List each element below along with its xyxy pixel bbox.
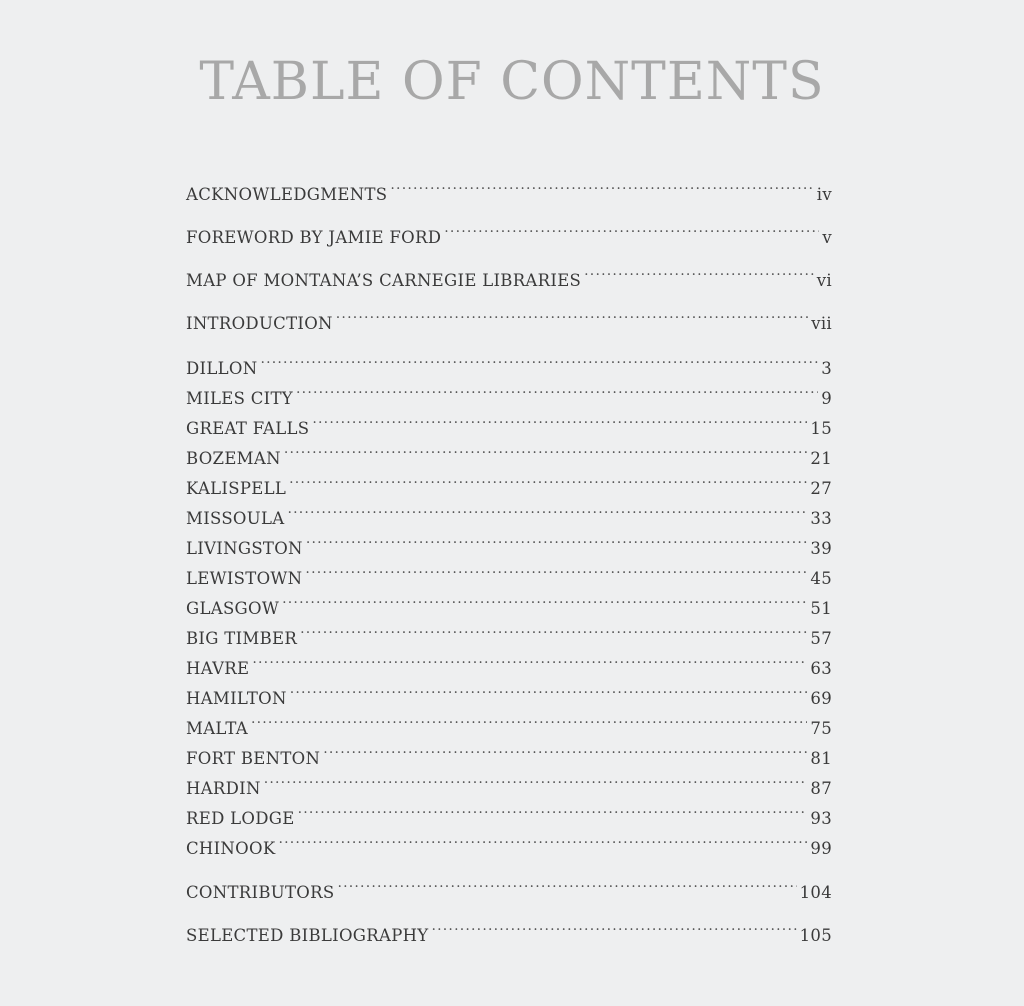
- toc-entry[interactable]: [186, 824, 832, 858]
- leader-dots: [289, 464, 807, 494]
- toc-entry-page: 87: [810, 779, 832, 798]
- leader-dots: [287, 494, 807, 524]
- toc-entry-page: 33: [810, 509, 832, 528]
- toc-entry-page: 45: [810, 569, 832, 588]
- toc-entry-label: SELECTED BIBLIOGRAPHY: [186, 926, 429, 945]
- toc-entry-label: CHINOOK: [186, 839, 276, 858]
- leader-dots: [337, 868, 796, 898]
- leader-dots: [390, 170, 813, 200]
- toc-entry[interactable]: [186, 170, 832, 213]
- leader-dots: [278, 824, 807, 854]
- toc-entry[interactable]: [186, 464, 832, 498]
- back-matter-section: [186, 868, 832, 954]
- toc-entry-page: 57: [810, 629, 832, 648]
- toc-entry-label: BIG TIMBER: [186, 629, 298, 648]
- leader-dots: [296, 374, 818, 404]
- toc-entry-page: 3: [821, 359, 832, 378]
- toc-entry-page: vii: [811, 314, 832, 333]
- toc-entry-page: 39: [810, 539, 832, 558]
- toc-entry-page: 99: [810, 839, 832, 858]
- toc-entry-label: MISSOULA: [186, 509, 285, 528]
- toc-entry-label: MALTA: [186, 719, 248, 738]
- toc-entry-page: 104: [799, 883, 832, 902]
- leader-dots: [431, 911, 796, 941]
- toc-entry[interactable]: [186, 614, 832, 648]
- toc-entry[interactable]: [186, 299, 832, 342]
- toc-entry[interactable]: [186, 911, 832, 954]
- toc-entry-page: 75: [810, 719, 832, 738]
- leader-dots: [290, 674, 808, 704]
- leader-dots: [336, 299, 808, 329]
- leader-dots: [584, 256, 814, 286]
- leader-dots: [312, 404, 807, 434]
- toc-entry[interactable]: [186, 644, 832, 678]
- chapters-section: [186, 344, 832, 858]
- toc-list: [186, 170, 832, 954]
- toc-entry-label: HAMILTON: [186, 689, 287, 708]
- toc-entry-label: INTRODUCTION: [186, 314, 333, 333]
- leader-dots: [323, 734, 807, 764]
- toc-entry-label: CONTRIBUTORS: [186, 883, 335, 902]
- toc-entry-page: 63: [810, 659, 832, 678]
- toc-entry[interactable]: [186, 344, 832, 378]
- toc-entry[interactable]: [186, 256, 832, 299]
- toc-entry-page: 105: [799, 926, 832, 945]
- leader-dots: [306, 524, 808, 554]
- toc-entry[interactable]: [186, 524, 832, 558]
- toc-entry-label: BOZEMAN: [186, 449, 281, 468]
- leader-dots: [282, 584, 807, 614]
- toc-entry[interactable]: [186, 868, 832, 911]
- toc-entry[interactable]: [186, 494, 832, 528]
- toc-entry-label: KALISPELL: [186, 479, 287, 498]
- leader-dots: [252, 644, 807, 674]
- toc-entry-label: GREAT FALLS: [186, 419, 310, 438]
- toc-entry[interactable]: [186, 584, 832, 618]
- toc-entry-label: MILES CITY: [186, 389, 294, 408]
- toc-entry-page: 93: [810, 809, 832, 828]
- toc-entry-label: LEWISTOWN: [186, 569, 303, 588]
- toc-entry-label: DILLON: [186, 359, 258, 378]
- toc-entry[interactable]: [186, 404, 832, 438]
- toc-entry[interactable]: [186, 213, 832, 256]
- toc-entry-label: GLASGOW: [186, 599, 280, 618]
- toc-entry-label: RED LODGE: [186, 809, 295, 828]
- leader-dots: [260, 344, 818, 374]
- toc-entry-label: MAP OF MONTANA’S CARNEGIE LIBRARIES: [186, 271, 582, 290]
- toc-entry-label: ACKNOWLEDGMENTS: [186, 185, 388, 204]
- toc-entry-page: 69: [810, 689, 832, 708]
- toc-entry-page: 15: [810, 419, 832, 438]
- page-title: TABLE OF CONTENTS: [199, 52, 825, 112]
- toc-entry-page: v: [822, 228, 832, 247]
- toc-entry[interactable]: [186, 794, 832, 828]
- toc-entry-label: HAVRE: [186, 659, 250, 678]
- toc-entry-label: HARDIN: [186, 779, 261, 798]
- front-matter-section: [186, 170, 832, 342]
- toc-entry[interactable]: [186, 434, 832, 468]
- toc-entry-page: 21: [810, 449, 832, 468]
- toc-entry-label: FOREWORD BY JAMIE FORD: [186, 228, 442, 247]
- leader-dots: [444, 213, 819, 243]
- toc-entry[interactable]: [186, 764, 832, 798]
- leader-dots: [284, 434, 808, 464]
- toc-entry[interactable]: [186, 554, 832, 588]
- toc-entry-page: 9: [821, 389, 832, 408]
- toc-entry[interactable]: [186, 374, 832, 408]
- leader-dots: [298, 794, 808, 824]
- toc-entry-page: iv: [816, 185, 832, 204]
- toc-entry[interactable]: [186, 734, 832, 768]
- leader-dots: [305, 554, 807, 584]
- leader-dots: [264, 764, 808, 794]
- toc-entry[interactable]: [186, 674, 832, 708]
- toc-entry-page: vi: [816, 271, 832, 290]
- toc-entry-page: 27: [810, 479, 832, 498]
- leader-dots: [251, 704, 807, 734]
- leader-dots: [300, 614, 807, 644]
- toc-entry-label: FORT BENTON: [186, 749, 321, 768]
- toc-entry-page: 51: [810, 599, 832, 618]
- toc-entry[interactable]: [186, 704, 832, 738]
- toc-entry-label: LIVINGSTON: [186, 539, 303, 558]
- toc-entry-page: 81: [810, 749, 832, 768]
